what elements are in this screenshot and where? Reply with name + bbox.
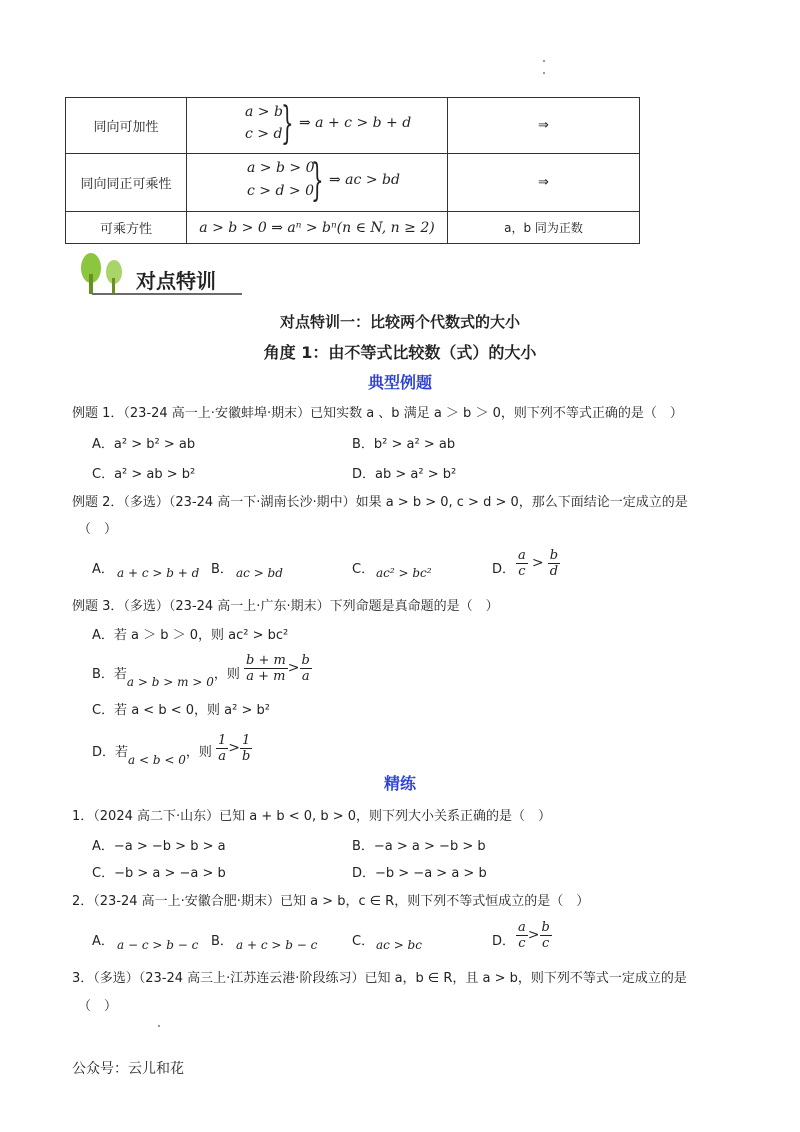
example-2-stem: 例题 2．（多选）（23-24 高一下·湖南长沙·期中）如果 a > b > 0, c > d > 0，那么下面结论一定成立的是 [72, 495, 688, 510]
right-brace: } [281, 98, 294, 149]
scan-mark [543, 60, 545, 62]
right-brace: } [311, 155, 324, 206]
example-3-option-b: B．若a > b > m > 0，则 $\frac{b + m}{a + m}$ > $\frac{b}{a}$ [92, 653, 310, 689]
scan-mark [158, 1025, 160, 1027]
practice-2-option-a-label: A． [92, 934, 114, 949]
property-name: 可乘方性 [66, 212, 187, 244]
example-3-stem: 例题 3．（多选）（23-24 高一上·广东·期末）下列命题是真命题的是（ ） [72, 599, 499, 614]
examples-heading: 典型例题 [367, 373, 432, 392]
example-2-option-b-label: B． [211, 562, 233, 577]
property-formula: a > b c > d } ⇒ a + c > b + d [187, 98, 448, 154]
property-formula: a > b > 0 c > d > 0 } ⇒ ac > bd [187, 154, 448, 212]
practice-2-option-d: $\frac{a}{c}$ > $\frac{b}{c}$ [518, 920, 550, 951]
practice-3-stem: 3．（多选）（23-24 高三上·江苏连云港·阶段练习）已知 a，b ∈ R，且 a > b，则下列不等式一定成立的是 [72, 971, 687, 986]
banner-underline [92, 293, 242, 295]
practice-2-option-a: a − c > b − c [117, 938, 199, 952]
example-3-option-d: D．若a < b < 0，则 $\frac{1}{a}$ > $\frac{1}{b}$ [92, 733, 251, 767]
angle-title: 角度 1：由不等式比较数（式）的大小 [263, 343, 537, 362]
example-2-option-a-label: A． [92, 562, 114, 577]
inequality-property-table [65, 97, 640, 244]
banner-title: 对点特训 [136, 269, 216, 293]
practice-3-stem-cont: （ ） [78, 999, 118, 1014]
example-1-option-d: D．ab > a² > b² [352, 467, 457, 482]
property-name: 同向同正可乘性 [66, 154, 187, 212]
example-2-option-d: $\frac{a}{c}$ > $\frac{b}{d}$ [518, 548, 559, 579]
table-row [66, 98, 640, 154]
tree-icon [74, 250, 134, 296]
example-1-option-c: C．a² > ab > b² [92, 467, 196, 482]
example-1-option-b: B．b² > a² > ab [352, 437, 456, 452]
practice-1-option-b: B．−a > a > −b > b [352, 839, 486, 854]
practice-1-stem: 1．（2024 高二下·山东）已知 a + b < 0, b > 0，则下列大小关系正确的是（ ） [72, 809, 552, 824]
property-note: a，b 同为正数 [448, 212, 640, 244]
practice-heading: 精练 [383, 774, 416, 793]
practice-2-option-c-label: C． [352, 934, 375, 949]
scan-mark [543, 72, 545, 74]
section-title: 对点特训一：比较两个代数式的大小 [279, 313, 520, 331]
example-2-option-a: a + c > b + d [117, 566, 200, 580]
example-2-stem-cont: （ ） [78, 522, 118, 537]
example-2-option-c-label: C． [352, 562, 375, 577]
practice-2-option-b: a + c > b − c [236, 938, 318, 952]
example-2-option-b: ac > bd [236, 566, 283, 580]
footer-text: 公众号：云儿和花 [72, 1061, 184, 1077]
practice-2-option-b-label: B． [211, 934, 233, 949]
property-name: 同向可加性 [66, 98, 187, 154]
practice-2-option-d-label: D． [492, 934, 516, 949]
property-note: ⇒ [448, 98, 640, 154]
practice-1-option-c: C．−b > a > −a > b [92, 866, 226, 881]
practice-2-stem: 2．（23-24 高一上·安徽合肥·期末）已知 a > b，c ∈ R，则下列不等式恒成立的是（ ） [72, 894, 590, 909]
example-2-option-c: ac² > bc² [376, 566, 432, 580]
example-2-option-d-label: D． [492, 562, 516, 577]
example-3-option-c: C．若 a < b < 0，则 a² > b² [92, 703, 270, 718]
example-1-option-a: A．a² > b² > ab [92, 437, 196, 452]
example-1-stem: 例题 1．（23-24 高一上·安徽蚌埠·期末）已知实数 a 、b 满足 a ＞ b ＞ 0，则下列不等式正确的是（ ） [72, 406, 683, 421]
example-3-option-a: A．若 a ＞ b ＞ 0，则 ac² > bc² [92, 628, 289, 643]
property-note: ⇒ [448, 154, 640, 212]
table-row [66, 154, 640, 212]
practice-1-option-d: D．−b > −a > a > b [352, 866, 487, 881]
property-formula: a > b > 0 ⇒ aⁿ > bⁿ(n ∈ N, n ≥ 2) [187, 212, 448, 244]
practice-1-option-a: A．−a > −b > b > a [92, 839, 226, 854]
practice-2-option-c: ac > bc [376, 938, 422, 952]
table-row [66, 212, 640, 244]
